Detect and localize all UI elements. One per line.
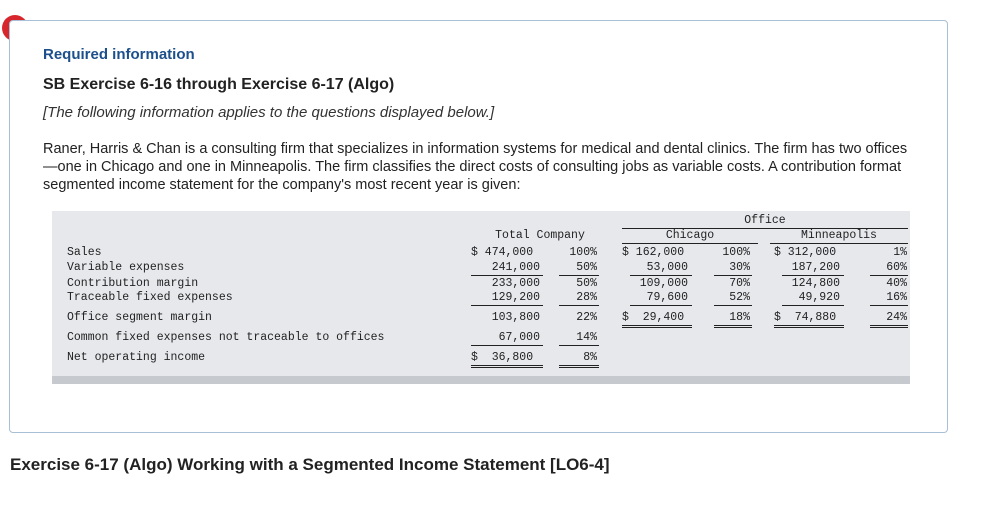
chicago-pct-subtotal-line <box>714 275 752 276</box>
intro-paragraph: Raner, Harris & Chan is a consulting firm that specializes in information systems for medical and dental clinics. The firm has two offices—one in Chicago and one in Minneapolis. The firm classifies the direct costs of consulting jobs as variable costs. A contribution format segmented income statement for the company's most recent year is given: <box>43 141 908 193</box>
total-subtotal-line <box>471 305 543 306</box>
row-minneapolis-pct: 40% <box>886 277 907 290</box>
row-minneapolis: 187,200 <box>791 261 840 274</box>
row-label: Office segment margin <box>67 311 212 324</box>
row-label: Traceable fixed expenses <box>67 291 233 304</box>
row-total-pct: 14% <box>576 331 597 344</box>
minneapolis-double-underline <box>774 325 844 328</box>
segmented-income-statement <box>52 211 910 384</box>
row-chicago-pct: 30% <box>729 261 750 274</box>
row-minneapolis: $ 312,000 <box>774 246 837 259</box>
row-minneapolis-pct: 1% <box>893 246 907 259</box>
office-header: Office <box>744 214 786 227</box>
total-pct-subtotal-line <box>559 275 599 276</box>
row-chicago-pct: 18% <box>729 311 750 324</box>
minneapolis-underline <box>770 243 908 244</box>
row-chicago: 53,000 <box>646 261 688 274</box>
row-label: Sales <box>67 246 102 259</box>
row-total-pct: 22% <box>576 311 597 324</box>
total-subtotal-line <box>471 275 543 276</box>
chicago-pct-subtotal-line <box>714 305 752 306</box>
row-label: Contribution margin <box>67 277 199 290</box>
row-chicago: $ 162,000 <box>622 246 685 259</box>
required-information-heading: Required information <box>43 46 195 63</box>
total-pct-subtotal-line <box>559 345 599 346</box>
total-pct-subtotal-line <box>559 305 599 306</box>
row-chicago: $ 29,400 <box>622 311 685 324</box>
row-minneapolis-pct: 60% <box>886 261 907 274</box>
chicago-subtotal-line <box>630 275 692 276</box>
row-total-pct: 50% <box>576 261 597 274</box>
chicago-double-underline <box>622 325 692 328</box>
row-chicago: 79,600 <box>646 291 688 304</box>
row-total: 233,000 <box>491 277 540 290</box>
row-minneapolis-pct: 24% <box>886 311 907 324</box>
col-minneapolis: Minneapolis <box>801 229 877 242</box>
row-minneapolis-pct: 16% <box>886 291 907 304</box>
row-total-pct: 100% <box>569 246 597 259</box>
chicago-subtotal-line <box>630 305 692 306</box>
row-minneapolis: 49,920 <box>798 291 840 304</box>
chicago-pct-double-underline <box>714 325 752 328</box>
row-minneapolis: 124,800 <box>791 277 840 290</box>
minneapolis-pct-double-underline <box>870 325 908 328</box>
row-chicago-pct: 52% <box>729 291 750 304</box>
minneapolis-subtotal-line <box>782 275 844 276</box>
row-chicago-pct: 70% <box>729 277 750 290</box>
info-note: [The following information applies to the questions displayed below.] <box>43 104 495 121</box>
row-total: $ 36,800 <box>471 351 534 364</box>
row-label: Net operating income <box>67 351 206 364</box>
row-total: 67,000 <box>498 331 540 344</box>
row-total-pct: 28% <box>576 291 597 304</box>
row-label: Common fixed expenses not traceable to offices <box>67 331 385 344</box>
total-pct-double-underline <box>559 365 599 368</box>
row-chicago-pct: 100% <box>722 246 750 259</box>
row-label: Variable expenses <box>67 261 185 274</box>
row-minneapolis: $ 74,880 <box>774 311 837 324</box>
row-total: 241,000 <box>491 261 540 274</box>
exercise-subtitle: SB Exercise 6-16 through Exercise 6-17 (Algo) <box>43 76 395 93</box>
row-chicago: 109,000 <box>639 277 688 290</box>
chicago-underline <box>622 243 758 244</box>
row-total: $ 474,000 <box>471 246 534 259</box>
statement-bottom-bar <box>52 376 910 384</box>
minneapolis-subtotal-line <box>782 305 844 306</box>
row-total-pct: 50% <box>576 277 597 290</box>
exercise-title: Exercise 6-17 (Algo) Working with a Segmented Income Statement [LO6-4] <box>10 455 610 474</box>
row-total: 129,200 <box>491 291 540 304</box>
minneapolis-pct-subtotal-line <box>870 305 908 306</box>
minneapolis-pct-subtotal-line <box>870 275 908 276</box>
total-double-underline <box>471 365 543 368</box>
col-chicago: Chicago <box>665 229 715 242</box>
col-total-company: Total Company <box>495 229 585 242</box>
row-total-pct: 8% <box>583 351 597 364</box>
row-total: 103,800 <box>491 311 540 324</box>
total-subtotal-line <box>471 345 543 346</box>
